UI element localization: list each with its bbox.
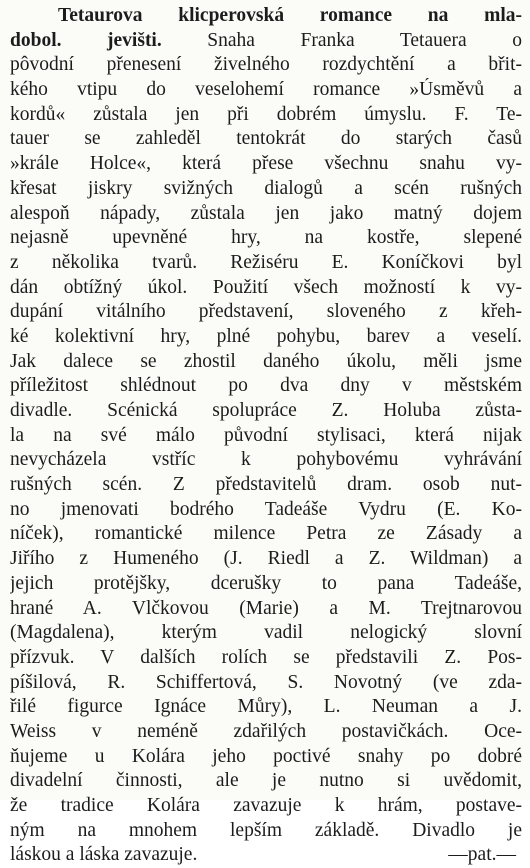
article-line: »krále Holce«, která přese všechnu snahu vy- xyxy=(10,153,522,175)
article-line: hrané A. Vlčkovou (Marie) a M. Trejtnarovou xyxy=(10,597,522,619)
article-line: Weiss v neméně zdařilých postavičkách. Oce- xyxy=(10,720,522,742)
article-line: tauer se zahleděl tentokrát do starých časů xyxy=(10,128,522,150)
article xyxy=(10,4,522,868)
article-line: řilé figurce Ignáce Můry), L. Neuman a J. xyxy=(10,696,522,718)
article-line: pôvodní přenesení živelného rozdychtění a břit- xyxy=(10,54,522,76)
article-line: ké kolektivní hry, plné pohybu, barev a veselí. xyxy=(10,325,522,347)
article-line: Jak dalece se zhostil daného úkolu, měli jsme xyxy=(10,350,522,372)
article-line: Jiřího z Humeného (J. Riedl a Z. Wildman) a xyxy=(10,548,522,570)
article-line: příležitost shlédnout po dva dny v městském xyxy=(10,375,522,397)
article-title-continued: dobol. jevišti. xyxy=(10,29,162,51)
article-line: divadelní činnosti, ale je nutno si uvědomit, xyxy=(10,770,522,792)
article-body xyxy=(10,53,522,843)
article-line: nevycházela vstříc k pohybovému vyhrávání xyxy=(10,449,522,471)
article-line: křesat jiskry svižných dialogů a scén rušných xyxy=(10,177,522,199)
article-signature: —pat.— xyxy=(448,844,516,866)
article-line: alespoň nápady, zůstala jen jako matný dojem xyxy=(10,202,522,224)
article-line: ňujeme u Kolára jeho poctivé snahy po dobré xyxy=(10,745,522,767)
article-line: že tradice Kolára zavazuje k hrám, postave- xyxy=(10,795,522,816)
article-line: kordů« zůstala jen při dobrém úmyslu. F. Te- xyxy=(10,103,522,125)
article-line xyxy=(10,29,522,54)
article-line: rušných scén. Z představitelů dram. osob nut- xyxy=(10,474,522,496)
article-line: kého vtipu do veselohemí romance »Úsměvů a xyxy=(10,79,522,101)
article-last-line xyxy=(10,843,522,868)
article-line: la na své málo původní stylisaci, která nijak xyxy=(10,424,522,446)
article-line: níček), romantické milence Petra ze Zásady a xyxy=(10,523,522,545)
article-line: přízvuk. V dalších rolích se představili Z. Pos- xyxy=(10,646,522,668)
article-line: nejasně upevněné hry, na kostře, slepené xyxy=(10,227,522,249)
article-line: divadle. Scénická spolupráce Z. Holuba zůsta- xyxy=(10,400,522,421)
article-line: jejich protějšky, dcerušky to pana Tadeáše, xyxy=(10,572,522,594)
article-line: ným na mnohem lepším základě. Divadlo je xyxy=(10,819,522,841)
article-line: dupání vitálního představení, sloveného z křeh- xyxy=(10,301,522,323)
article-line: no jmenovati bodrého Tadeáše Vydru (E. Ko- xyxy=(10,498,522,520)
article-intro: Snaha Franka Tetauera o xyxy=(207,29,522,51)
article-closing-text: láskou a láska zavazuje. xyxy=(10,844,198,866)
article-line: dán obtížný úkol. Použití všech možností k vy- xyxy=(10,276,522,298)
article-line: z několika tvarů. Režiséru E. Koníčkovi byl xyxy=(10,251,522,273)
article-line: píšilová, R. Schiffertová, S. Novotný (ve zda- xyxy=(10,671,522,693)
article-title: Tetaurova klicperovská romance na mla- xyxy=(58,5,522,26)
article-line xyxy=(10,4,522,29)
article-line: (Magdalena), kterým vadil nelogický slovní xyxy=(10,622,522,644)
